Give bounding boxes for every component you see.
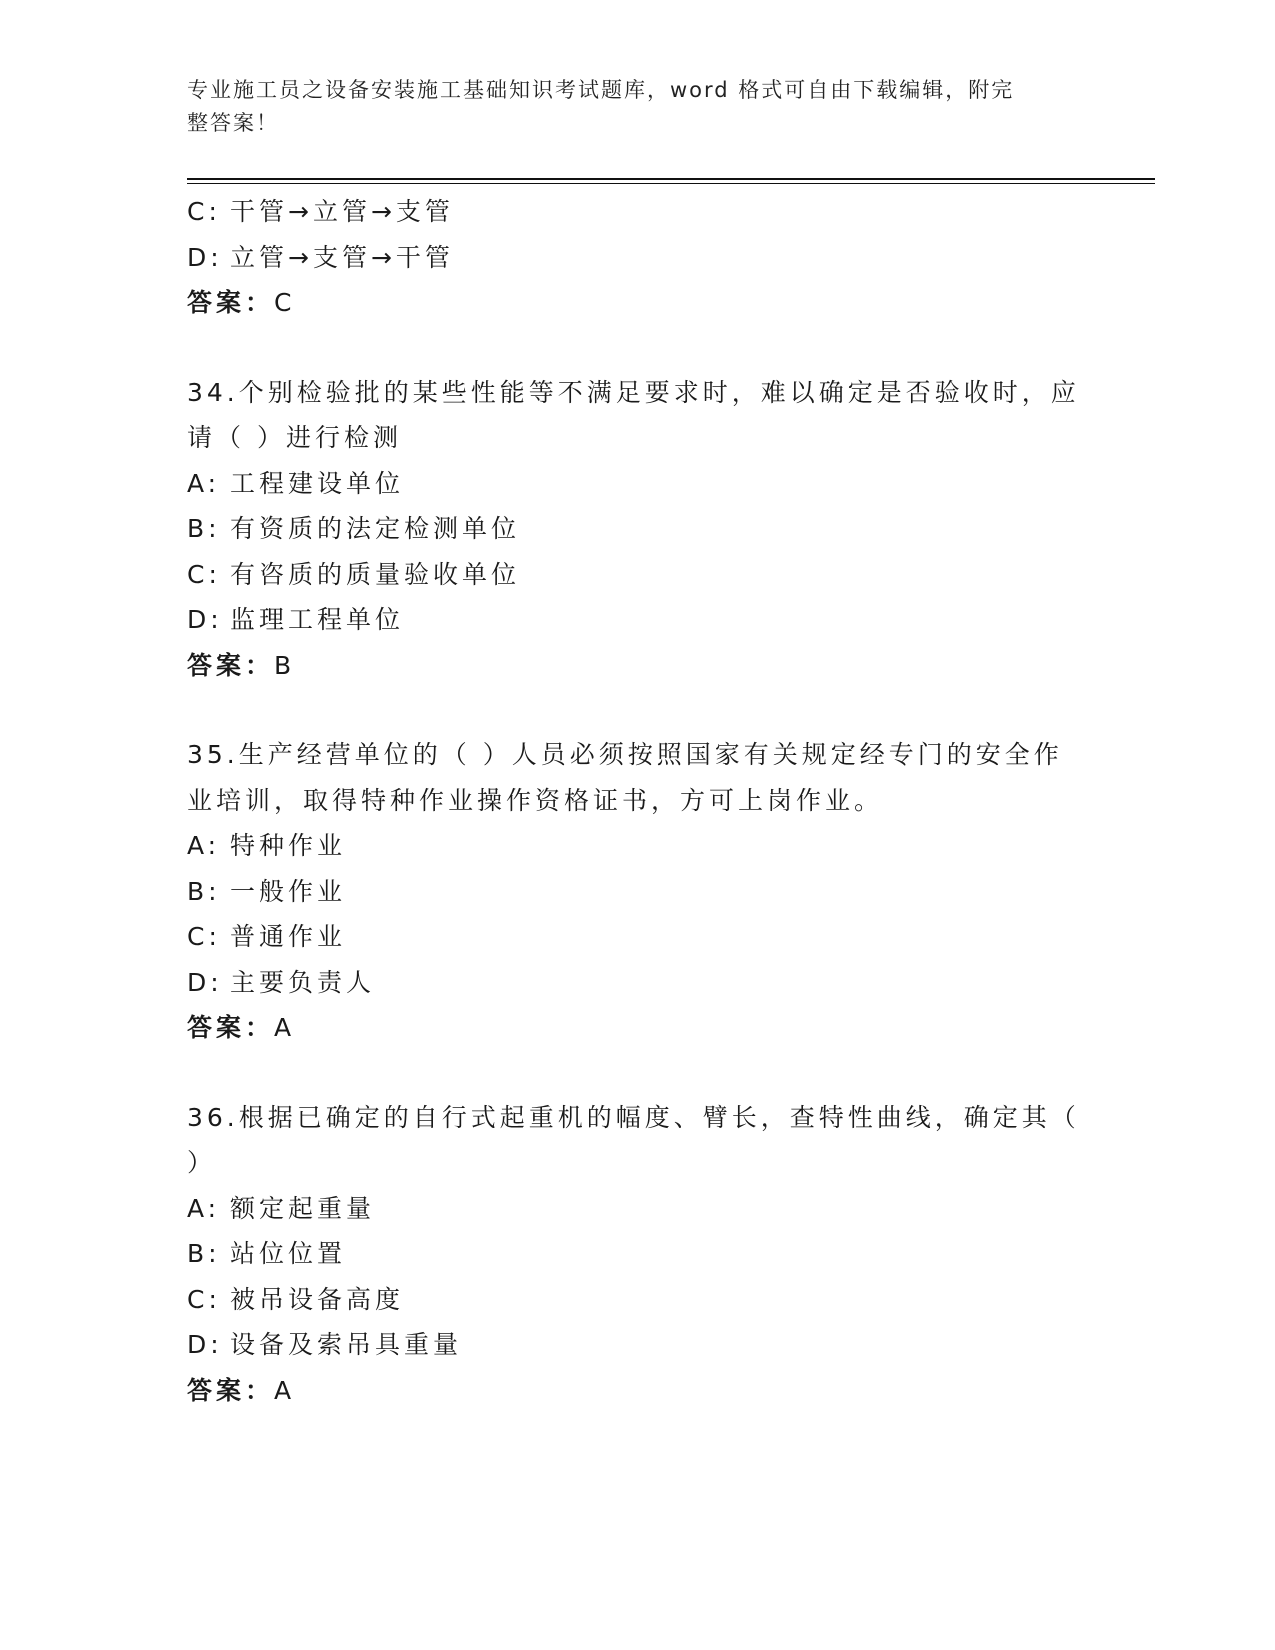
question-text-line-1: 34.个别检验批的某些性能等不满足要求时，难以确定是否验收时，应 <box>187 377 1080 407</box>
answer-value: B <box>274 650 296 680</box>
option-key: B: <box>187 514 221 543</box>
header-line-1: 专业施工员之设备安装施工基础知识考试题库，word 格式可自由下载编辑，附完 <box>187 78 1015 102</box>
option-key: A: <box>187 1193 221 1223</box>
option-d <box>187 960 1087 1006</box>
answer-label: 答案： <box>187 288 275 317</box>
option-key: C: <box>187 922 221 951</box>
option-text: 干管→立管→支管 <box>230 197 454 226</box>
option-d <box>187 1322 1087 1368</box>
option-text: 站位位置 <box>230 1239 347 1268</box>
question-34 <box>187 370 1087 689</box>
option-text: 有资质的法定检测单位 <box>230 514 521 543</box>
option-key: D: <box>187 605 223 634</box>
option-key: B: <box>187 1239 221 1268</box>
option-text: 主要负责人 <box>230 967 376 997</box>
header-divider-thick <box>187 178 1155 180</box>
option-text: 被吊设备高度 <box>230 1284 405 1314</box>
option-text: 设备及索吊具重量 <box>230 1330 463 1359</box>
option-text: 特种作业 <box>230 831 347 860</box>
answer-value: A <box>274 1013 296 1042</box>
option-d <box>187 597 1087 643</box>
option-b <box>187 506 1087 552</box>
option-text: 监理工程单位 <box>230 605 405 634</box>
option-text: 立管→支管→干管 <box>230 242 454 272</box>
option-c <box>187 552 1087 598</box>
option-a <box>187 461 1087 507</box>
option-b <box>187 869 1087 915</box>
option-key: C: <box>187 1284 221 1314</box>
option-key: C: <box>187 559 221 589</box>
question-35 <box>187 732 1087 1051</box>
question-text-line-2: 业培训，取得特种作业操作资格证书，方可上岗作业。 <box>187 785 884 815</box>
option-text: 一般作业 <box>230 876 347 906</box>
question-text-line-1: 36.根据已确定的自行式起重机的幅度、臂长，查特性曲线，确定其（ <box>187 1102 1080 1132</box>
option-key: A: <box>187 468 221 498</box>
option-d <box>187 235 1087 281</box>
option-a <box>187 1186 1087 1232</box>
header-line-2: 整答案！ <box>187 111 279 135</box>
option-b <box>187 1231 1087 1277</box>
answer-line <box>187 280 1087 326</box>
answer-line <box>187 643 1087 689</box>
option-key: B: <box>187 876 221 906</box>
previous-question-tail <box>187 189 1087 326</box>
option-c <box>187 914 1087 960</box>
question-36 <box>187 1095 1087 1414</box>
answer-label: 答案： <box>187 1375 275 1405</box>
option-key: A: <box>187 831 221 860</box>
option-text: 普通作业 <box>230 922 347 951</box>
answer-line <box>187 1005 1087 1051</box>
answer-label: 答案： <box>187 1013 275 1042</box>
question-list <box>187 189 1087 1413</box>
header-divider-thin <box>187 183 1155 184</box>
option-text: 工程建设单位 <box>230 468 405 498</box>
question-text-line-2: ） <box>187 1148 217 1177</box>
option-text: 有咨质的质量验收单位 <box>230 559 521 589</box>
question-text-line-1: 35.生产经营单位的（ ）人员必须按照国家有关规定经专门的安全作 <box>187 740 1063 769</box>
option-c <box>187 189 1087 235</box>
answer-label: 答案： <box>187 650 275 680</box>
option-key: C: <box>187 197 221 226</box>
document-header <box>187 74 1067 140</box>
answer-value: C <box>274 288 296 317</box>
option-c <box>187 1277 1087 1323</box>
answer-line <box>187 1368 1087 1414</box>
answer-value: A <box>274 1375 296 1405</box>
option-key: D: <box>187 967 223 997</box>
option-key: D: <box>187 242 223 272</box>
option-text: 额定起重量 <box>230 1193 376 1223</box>
option-a <box>187 823 1087 869</box>
question-text-line-2: 请（ ）进行检测 <box>187 423 402 452</box>
option-key: D: <box>187 1330 223 1359</box>
